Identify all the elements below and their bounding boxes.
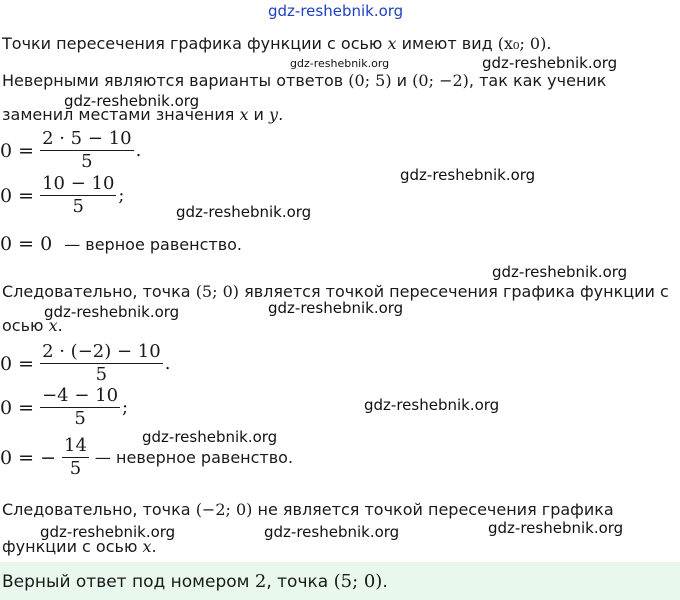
- watermark: gdz-reshebnik.org: [64, 92, 200, 110]
- equation-lhs: 0 =: [0, 139, 35, 162]
- equation-lhs: 0 =: [0, 352, 35, 375]
- text: .: [382, 572, 388, 592]
- math-y: y: [269, 105, 279, 124]
- denominator: 5: [72, 196, 84, 217]
- fraction: [40, 174, 116, 217]
- text: Неверными являются варианты ответов: [2, 71, 349, 90]
- denominator: 5: [74, 408, 86, 429]
- text: .: [57, 316, 63, 335]
- conclusion1-line-2: [2, 316, 63, 336]
- text: Следовательно, точка: [2, 282, 196, 301]
- text: является точкой пересечения графика функции с: [239, 282, 669, 301]
- denominator: 5: [81, 151, 93, 172]
- text: функции с осью: [2, 537, 143, 556]
- fraction: [62, 436, 89, 479]
- equation-4: [0, 342, 170, 385]
- equation-lhs: 0 = −: [0, 446, 57, 469]
- conclusion2-line-2: [2, 537, 157, 557]
- numerator: 2 · (−2) − 10: [42, 341, 161, 362]
- numerator: 14: [64, 435, 87, 456]
- watermark-top: gdz-reshebnik.org: [268, 2, 404, 20]
- watermark: gdz-reshebnik.org: [268, 299, 404, 317]
- text: не является точкой пересечения графика: [252, 500, 614, 519]
- math-point: (0; −2): [412, 71, 469, 90]
- punct: ;: [118, 185, 125, 206]
- equation-lhs: 0 =: [0, 184, 35, 207]
- math-point: (0; 5): [348, 71, 392, 90]
- watermark: gdz-reshebnik.org: [482, 54, 618, 72]
- numerator: 2 · 5 − 10: [42, 128, 132, 149]
- math-point: (5; 0): [333, 571, 383, 592]
- fraction: [40, 342, 163, 385]
- equation-comment: — верное равенство.: [64, 234, 242, 254]
- math-x: x: [387, 34, 397, 53]
- watermark: gdz-reshebnik.org: [290, 57, 390, 70]
- conclusion2-line-1: [2, 500, 614, 520]
- math-x: x: [142, 537, 152, 556]
- fraction: [40, 129, 134, 172]
- text: .: [278, 105, 284, 124]
- equation-comment: — неверное равенство.: [94, 448, 294, 467]
- answer-box: [0, 562, 680, 600]
- equation-3: [0, 233, 242, 255]
- text: и: [391, 71, 413, 90]
- math-point: (5; 0): [195, 282, 240, 301]
- math-x: x: [239, 105, 249, 124]
- equation-lhs: 0 =: [0, 396, 35, 419]
- answer-text: [2, 571, 388, 592]
- answer-number: 2: [254, 571, 267, 592]
- math-point: (x₀; 0).: [497, 34, 552, 53]
- text: осью: [2, 316, 49, 335]
- text: Точки пересечения графика функции с осью: [2, 34, 388, 53]
- intro-line-2: [2, 71, 606, 91]
- watermark: gdz-reshebnik.org: [176, 203, 312, 221]
- text: , так как ученик: [468, 71, 607, 90]
- math-x: x: [48, 316, 58, 335]
- watermark: gdz-reshebnik.org: [364, 396, 500, 414]
- intro-line-3: [2, 105, 283, 125]
- equation-expr: 0 = 0: [0, 233, 53, 255]
- equation-1: [0, 129, 141, 172]
- watermark: gdz-reshebnik.org: [488, 519, 624, 537]
- text: и: [248, 105, 270, 124]
- text: имеют вид: [396, 34, 498, 53]
- equation-5: [0, 386, 128, 429]
- text: , точка: [266, 572, 334, 592]
- punct: .: [135, 140, 142, 161]
- numerator: 10 − 10: [42, 173, 115, 194]
- denominator: 5: [95, 364, 108, 385]
- math-point: (−2; 0): [195, 500, 253, 519]
- punct: ;: [122, 397, 129, 418]
- denominator: 5: [69, 458, 82, 479]
- watermark: gdz-reshebnik.org: [264, 523, 400, 541]
- watermark: gdz-reshebnik.org: [400, 166, 536, 184]
- text: Верный ответ под номером: [2, 572, 255, 592]
- equation-2: [0, 174, 124, 217]
- text: Следовательно, точка: [2, 500, 196, 519]
- text: заменил местами значения: [2, 105, 240, 124]
- watermark: gdz-reshebnik.org: [492, 263, 628, 281]
- watermark: gdz-reshebnik.org: [44, 303, 180, 321]
- numerator: −4 − 10: [42, 385, 119, 406]
- intro-line-1: [2, 34, 551, 54]
- watermark: gdz-reshebnik.org: [142, 428, 278, 446]
- watermark: gdz-reshebnik.org: [40, 523, 176, 541]
- fraction: [40, 386, 120, 429]
- punct: .: [164, 353, 171, 374]
- equation-6: [0, 436, 293, 479]
- text: .: [151, 537, 157, 556]
